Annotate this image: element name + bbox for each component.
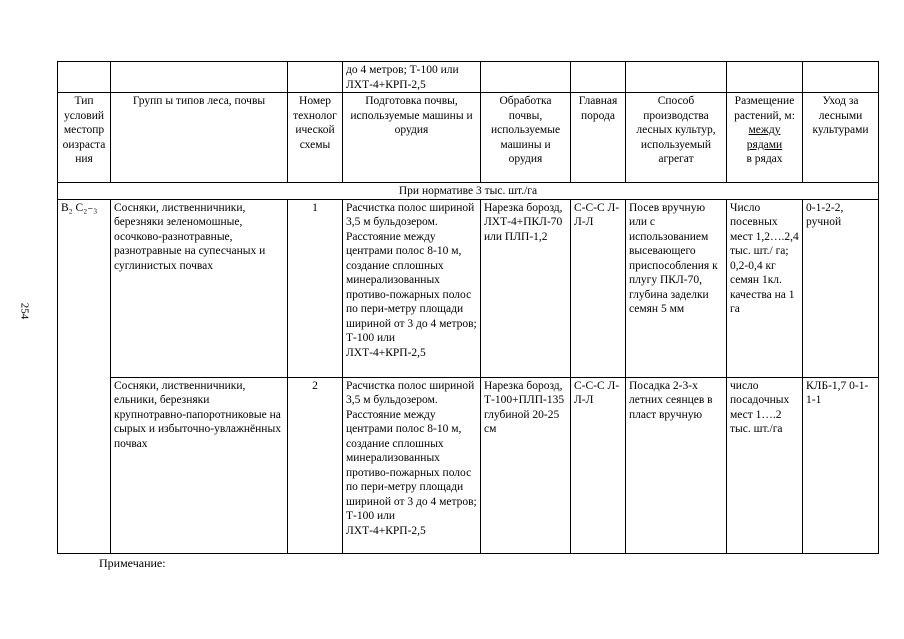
- header-scheme: Номер технологической схемы: [288, 93, 343, 183]
- normative-label: При нормативе 3 тыс. шт./га: [58, 183, 879, 200]
- header-placement-b: между рядами: [746, 124, 783, 151]
- cell-species: С-С-С Л-Л-Л: [571, 199, 626, 377]
- table-cell: [803, 62, 879, 93]
- cell-care: КЛБ-1,7 0-1-1-1: [803, 377, 879, 553]
- header-prep: Подготовка почвы, используемые машины и орудия: [343, 93, 481, 183]
- table-cell: [626, 62, 727, 93]
- header-groups: Групп ы типов леса, почвы: [111, 93, 288, 183]
- page-number: 254: [18, 302, 31, 320]
- header-treat: Обработка почвы, используемые машины и орудия: [481, 93, 571, 183]
- cell-scheme: 1: [288, 199, 343, 377]
- normative-row: [58, 183, 879, 200]
- table-header-row: [58, 93, 879, 183]
- header-placement-c: в рядах: [746, 153, 783, 165]
- table-row: [58, 377, 879, 553]
- forest-culture-table: [57, 61, 879, 554]
- table-cell: [288, 62, 343, 93]
- header-method: Способ производства лесных культур, используемый агрегат: [626, 93, 727, 183]
- header-type: Тип условий местопроизрастания: [58, 93, 111, 183]
- cell-care: 0-1-2-2, ручной: [803, 199, 879, 377]
- cell-placement: Число посевных мест 1,2….2,4 тыс. шт./ га; 0,2-0,4 кг семян 1кл. качества на 1 га: [727, 199, 803, 377]
- table-cell: [111, 62, 288, 93]
- table-cell: [727, 62, 803, 93]
- table-cell: [571, 62, 626, 93]
- cell-treat: Нарезка борозд, Т-100+ПЛП-135 глубиной 20-25 см: [481, 377, 571, 553]
- cell-prep: Расчистка полос шириной 3,5 м бульдозером. Расстояние между центрами полос 8-10 м, создание сплошных минерализованных противо-пожарных полос по пери-метру площади шириной от 3 до 4 метров; Т-100 или ЛХТ-4+КРП-2,5: [343, 199, 481, 377]
- cell-method: Посев вручную или с использованием высевающего приспособления к плугу ПКЛ-70, глубина заделки семян 5 мм: [626, 199, 727, 377]
- table-row-continued: [58, 62, 879, 93]
- cell-groups: Сосняки, лиственничники, ельники, березняки крупнотравно-папоротниковые на сырых и избыточно-увлажнённых почвах: [111, 377, 288, 553]
- table-row: [58, 199, 879, 377]
- cell-type: B₂ C₂₋₃: [58, 199, 111, 553]
- header-placement-a: Размещение растений, м:: [734, 95, 795, 122]
- header-care: Уход за лесными культурами: [803, 93, 879, 183]
- header-species: Главная порода: [571, 93, 626, 183]
- table-cell: [58, 62, 111, 93]
- cell-prep: Расчистка полос шириной 3,5 м бульдозером. Расстояние между центрами полос 8-10 м, создание сплошных минерализованных противо-пожарных полос по пери-метру площади шириной от 3 до 4 метров; Т-100 или ЛХТ-4+КРП-2,5: [343, 377, 481, 553]
- cell-species: С-С-С Л-Л-Л: [571, 377, 626, 553]
- prep-cell-continued: до 4 метров; Т-100 или ЛХТ-4+КРП-2,5: [343, 62, 481, 93]
- header-placement: [727, 93, 803, 183]
- cell-scheme: 2: [288, 377, 343, 553]
- cell-groups: Сосняки, лиственничники, березняки зеленомошные, осочково-разнотравные, разнотравные на супесчаных и суглинистых почвах: [111, 199, 288, 377]
- note-label: Примечание:: [99, 556, 166, 570]
- cell-method: Посадка 2-3-х летних сеянцев в пласт вручную: [626, 377, 727, 553]
- cell-treat: Нарезка борозд, ЛХТ-4+ПКЛ-70 или ПЛП-1,2: [481, 199, 571, 377]
- table-cell: [481, 62, 571, 93]
- cell-placement: число посадочных мест 1….2 тыс. шт./га: [727, 377, 803, 553]
